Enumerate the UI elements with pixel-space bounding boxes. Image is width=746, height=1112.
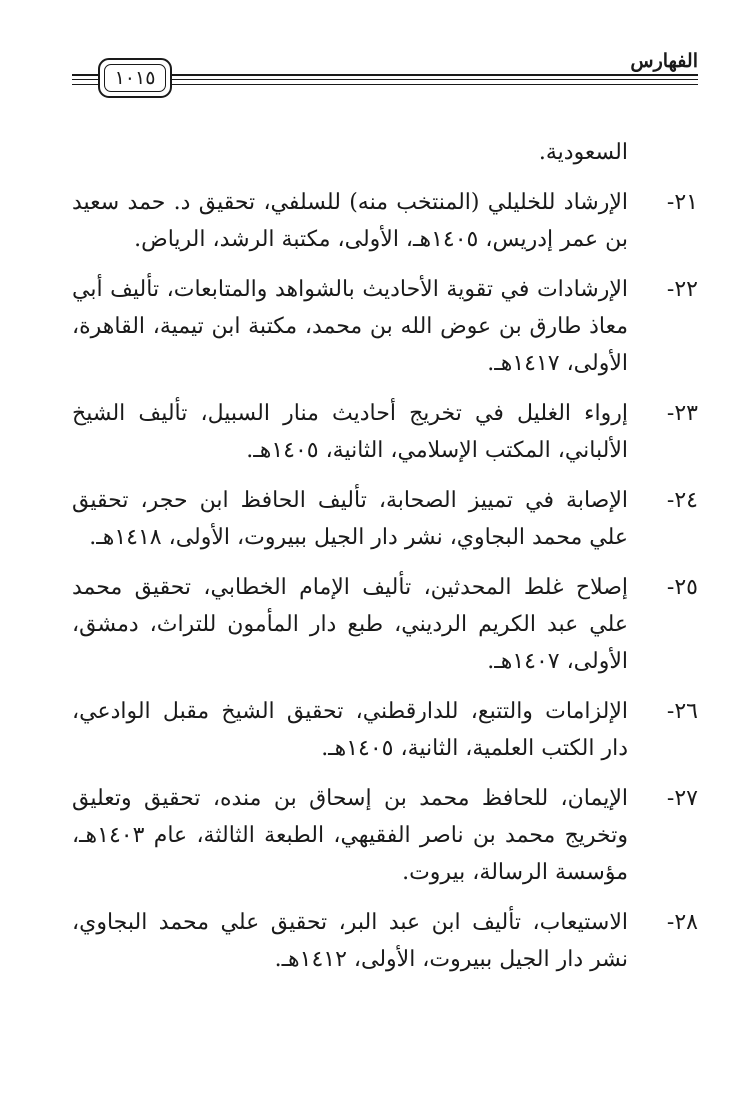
entry-text: الإصابة في تمييز الصحابة، تأليف الحافظ ابن حجر، تحقيق علي محمد البجاوي، نشر دار الجيل ببيروت، الأولى، ١٤١٨هـ. xyxy=(72,488,628,550)
bibliography-list xyxy=(72,134,698,991)
entry-number: ٢١- xyxy=(666,190,698,215)
entry-number: ٢٨- xyxy=(666,910,698,935)
page-header xyxy=(72,44,698,104)
entry-text: الإرشاد للخليلي (المنتخب منه) للسلفي، تحقيق د. حمد سعيد بن عمر إدريس، ١٤٠٥هـ، الأولى، مكتبة الرشد، الرياض. xyxy=(72,190,628,252)
entry-number: ٢٢- xyxy=(666,277,698,302)
bibliography-entry-27 xyxy=(72,780,698,891)
entry-text: الإرشادات في تقوية الأحاديث بالشواهد والمتابعات، تأليف أبي معاذ طارق بن عوض الله بن محمد، مكتبة ابن تيمية، القاهرة، الأولى، ١٤١٧هـ. xyxy=(72,277,628,376)
bibliography-entry-24 xyxy=(72,482,698,556)
entry-number: ٢٦- xyxy=(666,699,698,724)
header-rule-middle xyxy=(168,79,698,80)
header-rule-left-middle xyxy=(72,79,100,80)
entry-number: ٢٣- xyxy=(666,401,698,426)
header-rule-left-bottom xyxy=(72,84,100,85)
continuation-text: السعودية. xyxy=(538,140,628,165)
bibliography-entry-26 xyxy=(72,693,698,767)
header-rule-left-top xyxy=(72,74,100,76)
entry-text: الإلزامات والتتبع، للدارقطني، تحقيق الشيخ مقبل الوادعي، دار الكتب العلمية، الثانية، ١٤٠٥هـ. xyxy=(72,699,628,761)
bibliography-entry-23 xyxy=(72,395,698,469)
entry-text: إصلاح غلط المحدثين، تأليف الإمام الخطابي، تحقيق محمد علي عبد الكريم الرديني، طبع دار المأمون للتراث، دمشق، الأولى، ١٤٠٧هـ. xyxy=(72,575,628,674)
bibliography-entry-25 xyxy=(72,569,698,680)
entry-number: ٢٤- xyxy=(666,488,698,513)
bibliography-entry-28 xyxy=(72,904,698,978)
entry-text: إرواء الغليل في تخريج أحاديث منار السبيل، تأليف الشيخ الألباني، المكتب الإسلامي، الثانية، ١٤٠٥هـ. xyxy=(72,401,628,463)
entry-number: ٢٥- xyxy=(666,575,698,600)
bibliography-entry-22 xyxy=(72,271,698,382)
entry-text: الإيمان، للحافظ محمد بن إسحاق بن منده، تحقيق وتعليق وتخريج محمد بن ناصر الفقيهي، الطبعة الثالثة، عام ١٤٠٣هـ، مؤسسة الرسالة، بيروت. xyxy=(72,786,628,885)
entry-number: ٢٧- xyxy=(666,786,698,811)
bibliography-entry-21 xyxy=(72,184,698,258)
header-rule-top xyxy=(168,74,698,76)
section-title: الفهارس xyxy=(630,50,698,72)
header-rule-bottom xyxy=(168,84,698,85)
page-number: ١٠١٥ xyxy=(104,64,166,92)
page-number-badge xyxy=(98,58,172,98)
entry-text: الاستيعاب، تأليف ابن عبد البر، تحقيق علي محمد البجاوي، نشر دار الجيل ببيروت، الأولى، ١٤١٢هـ. xyxy=(72,910,628,972)
